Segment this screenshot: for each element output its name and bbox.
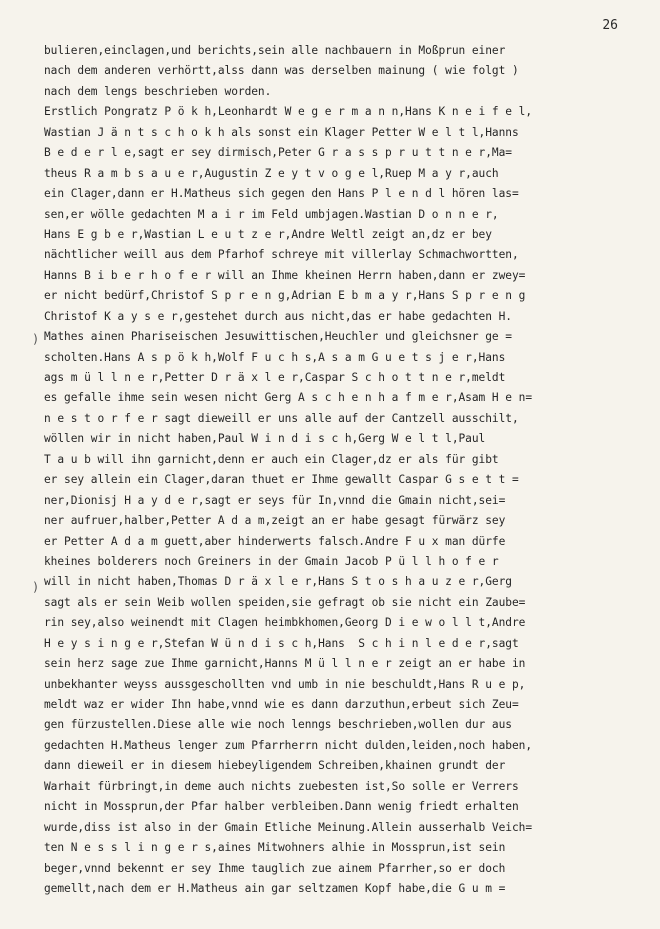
text-line: Wastian J ä n t s c h o k h als sonst ein Klager Petter W e l t l,Hanns xyxy=(44,125,519,139)
text-line: dann dieweil er in diesem hiebeyligendem Schreiben,khainen grundt der xyxy=(44,759,506,773)
text-line: er Petter A d a m guett,aber hinderwerts falsch.Andre F u x man dürfe xyxy=(44,534,506,548)
text-line: theus R a m b s a u e r,Augustin Z e y t v o g e l,Ruep M a y r,auch xyxy=(44,166,499,180)
text-line: sagt als er sein Weib wollen speiden,sie gefragt ob sie nicht ein Zaube= xyxy=(44,595,526,609)
text-line: Hans E g b e r,Wastian L e u t z e r,Andre Weltl zeigt an,dz er bey xyxy=(44,227,492,241)
typescript-body xyxy=(44,41,640,899)
text-line: rin sey,also weinendt mit Clagen heimbkhomen,Georg D i e w o l l t,Andre xyxy=(44,616,526,630)
text-line: Hanns B i b e r h o f e r will an Ihme kheinen Herrn haben,dann er zwey= xyxy=(44,268,526,282)
text-line: ner aufruer,halber,Petter A d a m,zeigt an er habe gesagt fürwärz sey xyxy=(44,514,506,528)
text-line: bulieren,einclagen,und berichts,sein alle nachbauern in Moßprun einer xyxy=(44,44,506,57)
text-line: nach dem anderen verhörtt,alss dann was derselben mainung ( wie folgt ) xyxy=(44,64,519,78)
text-line: kheines bolderers noch Greiners in der Gmain Jacob P ü l l h o f e r xyxy=(44,554,499,568)
text-line: will in nicht haben,Thomas D r ä x l e r,Hans S t o s h a u z e r,Gerg xyxy=(44,575,512,589)
text-line: ein Clager,dann er H.Matheus sich gegen den Hans P l e n d l hören las= xyxy=(44,187,519,201)
text-line: er nicht bedürf,Christof S p r e n g,Adrian E b m a y r,Hans S p r e n g xyxy=(44,289,526,303)
text-line: wöllen wir in nicht haben,Paul W i n d i s c h,Gerg W e l t l,Paul xyxy=(44,432,486,446)
text-line: scholten.Hans A s p ö k h,Wolf F u c h s,A s a m G u e t s j e r,Hans xyxy=(44,350,506,364)
text-line: gen fürzustellen.Diese alle wie noch lenngs beschrieben,wollen dur aus xyxy=(44,718,512,732)
text-line: ten N e s s l i n g e r s,aines Mitwohners alhie in Mossprun,ist sein xyxy=(44,841,506,855)
page-number: 26 xyxy=(602,18,618,33)
text-line: nach dem lengs beschrieben worden. xyxy=(44,84,272,98)
text-line: wurde,diss ist also in der Gmain Etliche Meinung.Allein ausserhalb Veich= xyxy=(44,820,533,834)
text-line: H e y s i n g e r,Stefan W ü n d i s c h,Hans S c h i n l e d e r,sagt xyxy=(44,636,519,650)
text-line: gedachten H.Matheus lenger zum Pfarrherrn nicht dulden,leiden,noch haben, xyxy=(44,738,533,752)
text-line: beger,vnnd bekennt er sey Ihme tauglich zue ainem Pfarrher,so er doch xyxy=(44,861,506,875)
text-line: B e d e r l e,sagt er sey dirmisch,Peter G r a s s p r u t t n e r,Ma= xyxy=(44,146,512,160)
text-line: n e s t o r f e r sagt dieweill er uns alle auf der Cantzell ausschilt, xyxy=(44,411,519,425)
text-line: meldt waz er wider Ihn habe,vnnd wie es dann darzuthun,erbeut sich Zeu= xyxy=(44,698,519,711)
text-line: gemellt,nach dem er H.Matheus ain gar seltzamen Kopf habe,die G u m = xyxy=(44,881,506,895)
text-line: Mathes ainen Phariseischen Jesuwittischen,Heuchler und gleichsner ge = xyxy=(44,330,512,344)
text-line: unbekhanter weyss aussgeschollten vnd umb in nie beschuldt,Hans R u e p, xyxy=(44,677,526,691)
margin-bracket-mark: ) xyxy=(32,332,40,346)
text-line: ags m ü l l n e r,Petter D r ä x l e r,Caspar S c h o t t n e r,meldt xyxy=(44,371,506,384)
text-line: nächtlicher weill aus dem Pfarhof schreye mit villerlay Schmachwortten, xyxy=(44,248,519,262)
text-line: er sey allein ein Clager,daran thuet er Ihme gewallt Caspar G s e t t = xyxy=(44,473,519,487)
text-line: es gefalle ihme sein wesen nicht Gerg A s c h e n h a f m e r,Asam H e n= xyxy=(44,391,533,405)
text-line: ner,Dionisj H a y d e r,sagt er seys für In,vnnd die Gmain nicht,sei= xyxy=(44,493,506,507)
text-line: sen,er wölle gedachten M a i r im Feld umbjagen.Wastian D o n n e r, xyxy=(44,207,499,221)
text-line: nicht in Mossprun,der Pfar halber verbleiben.Dann wenig friedt erhalten xyxy=(44,800,519,814)
text-line: T a u b will ihn garnicht,denn er auch ein Clager,dz er als für gibt xyxy=(44,452,499,466)
text-line: Christof K a y s e r,gestehet durch aus nicht,das er habe gedachten H. xyxy=(44,309,512,323)
text-line: Warhait fürbringt,in deme auch nichts zuebesten ist,So solle er Verrers xyxy=(44,779,519,793)
text-line: Erstlich Pongratz P ö k h,Leonhardt W e g e r m a n n,Hans K n e i f e l, xyxy=(44,105,533,119)
margin-bracket-mark: ) xyxy=(32,580,40,594)
text-line: sein herz sage zue Ihme garnicht,Hanns M ü l l n e r zeigt an er habe in xyxy=(44,657,526,671)
